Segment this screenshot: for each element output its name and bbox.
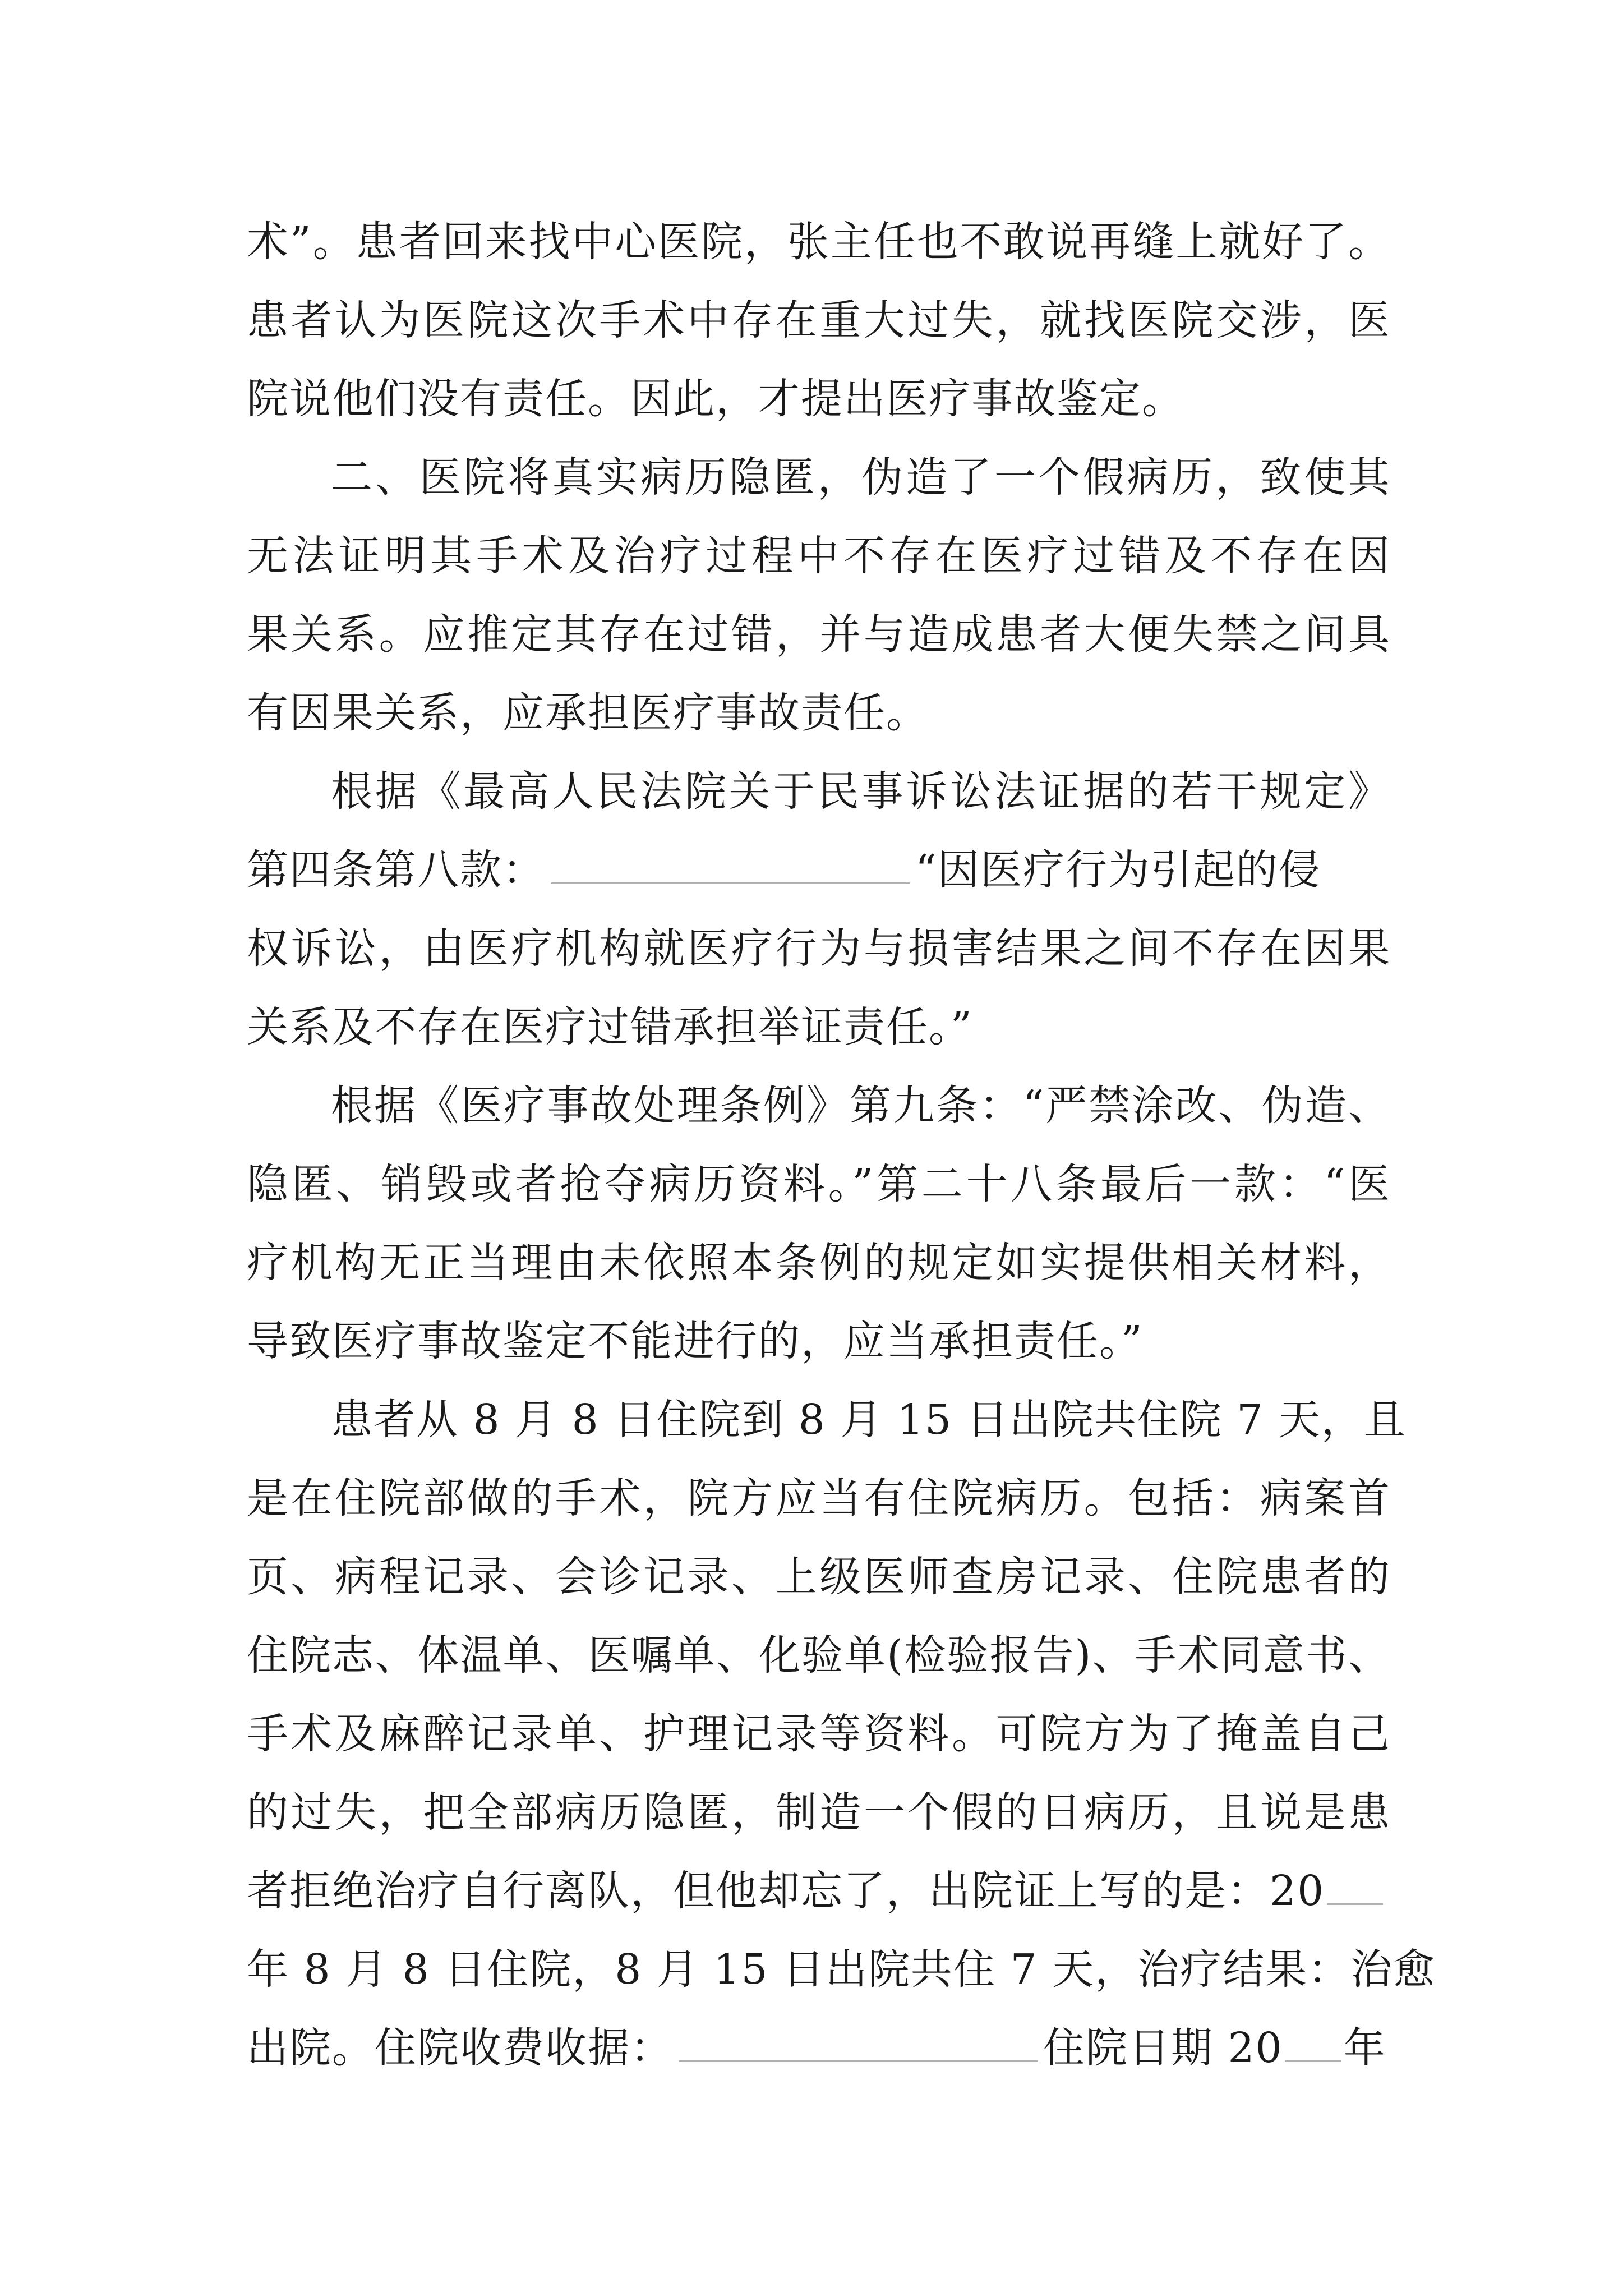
text-line: 果关系。应推定其存在过错，并与造成患者大便失禁之间具 — [247, 610, 1391, 659]
text-line: 根据《最高人民法院关于民事诉讼法证据的若干规定》 — [331, 767, 1391, 816]
text-line: 隐匿、销毁或者抢夺病历资料。”第二十八条最后一款：“医 — [247, 1160, 1391, 1208]
text-line: 患者从 8 月 8 日住院到 8 月 15 日出院共住院 7 天，且 — [331, 1396, 1407, 1444]
fill-in-blank[interactable] — [1285, 2021, 1341, 2062]
text-line: 二、医院将真实病历隐匿，伪造了一个假病历，致使其 — [331, 453, 1391, 501]
text-line: 有因果关系，应承担医疗事故责任。 — [247, 689, 929, 737]
text-line — [247, 828, 1391, 912]
text-line: 手术及麻醉记录单、护理记录等资料。可院方为了掩盖自己 — [247, 1710, 1391, 1758]
text-line: 住院志、体温单、医嘱单、化验单(检验报告)、手术同意书、 — [247, 1631, 1391, 1680]
text-line: 的过失，把全部病历隐匿，制造一个假的日病历，且说是患 — [247, 1788, 1391, 1837]
text-line: 年 8 月 8 日住院，8 月 15 日出院共住 7 天，治疗结果：治愈 — [247, 1945, 1436, 1994]
text-line: 患者认为医院这次手术中存在重大过失，就找医院交涉，医 — [247, 296, 1391, 344]
text-line: 权诉讼，由医疗机构就医疗行为与损害结果之间不存在因果 — [247, 924, 1391, 973]
text-fragment: 出院。住院收费收据： — [247, 2024, 673, 2072]
text-line: 疗机构无正当理由未依照本条例的规定如实提供相关材料， — [247, 1239, 1391, 1287]
text-line: 无法证明其手术及治疗过程中不存在医疗过错及不存在因 — [247, 532, 1391, 580]
text-line: 术”。患者回来找中心医院，张主任也不敢说再缝上就好了。 — [247, 218, 1391, 266]
text-line: 页、病程记录、会诊记录、上级医师查房记录、住院患者的 — [247, 1553, 1391, 1601]
text-fragment: 者拒绝治疗自行离队，但他却忘了，出院证上写的是：20 — [247, 1867, 1325, 1915]
fill-in-blank[interactable] — [1327, 1864, 1383, 1905]
text-line: 院说他们没有责任。因此，才提出医疗事故鉴定。 — [247, 375, 1184, 423]
text-fragment: 住院日期 20 — [1043, 2024, 1283, 2072]
text-fragment: “因医疗行为引起的侵 — [915, 846, 1321, 894]
text-line — [247, 2006, 1391, 2090]
text-fragment: 第四条第八款： — [247, 846, 545, 894]
fill-in-blank[interactable] — [551, 843, 910, 884]
text-line: 是在住院部做的手术，院方应当有住院病历。包括：病案首 — [247, 1474, 1391, 1522]
fill-in-blank[interactable] — [679, 2021, 1038, 2062]
text-fragment: 年 — [1343, 2024, 1386, 2072]
text-line: 关系及不存在医疗过错承担举证责任。” — [247, 1003, 973, 1051]
text-line — [247, 1849, 1391, 1933]
text-line: 导致医疗事故鉴定不能进行的，应当承担责任。” — [247, 1317, 1144, 1365]
text-line: 根据《医疗事故处理条例》第九条：“严禁涂改、伪造、 — [331, 1082, 1391, 1130]
